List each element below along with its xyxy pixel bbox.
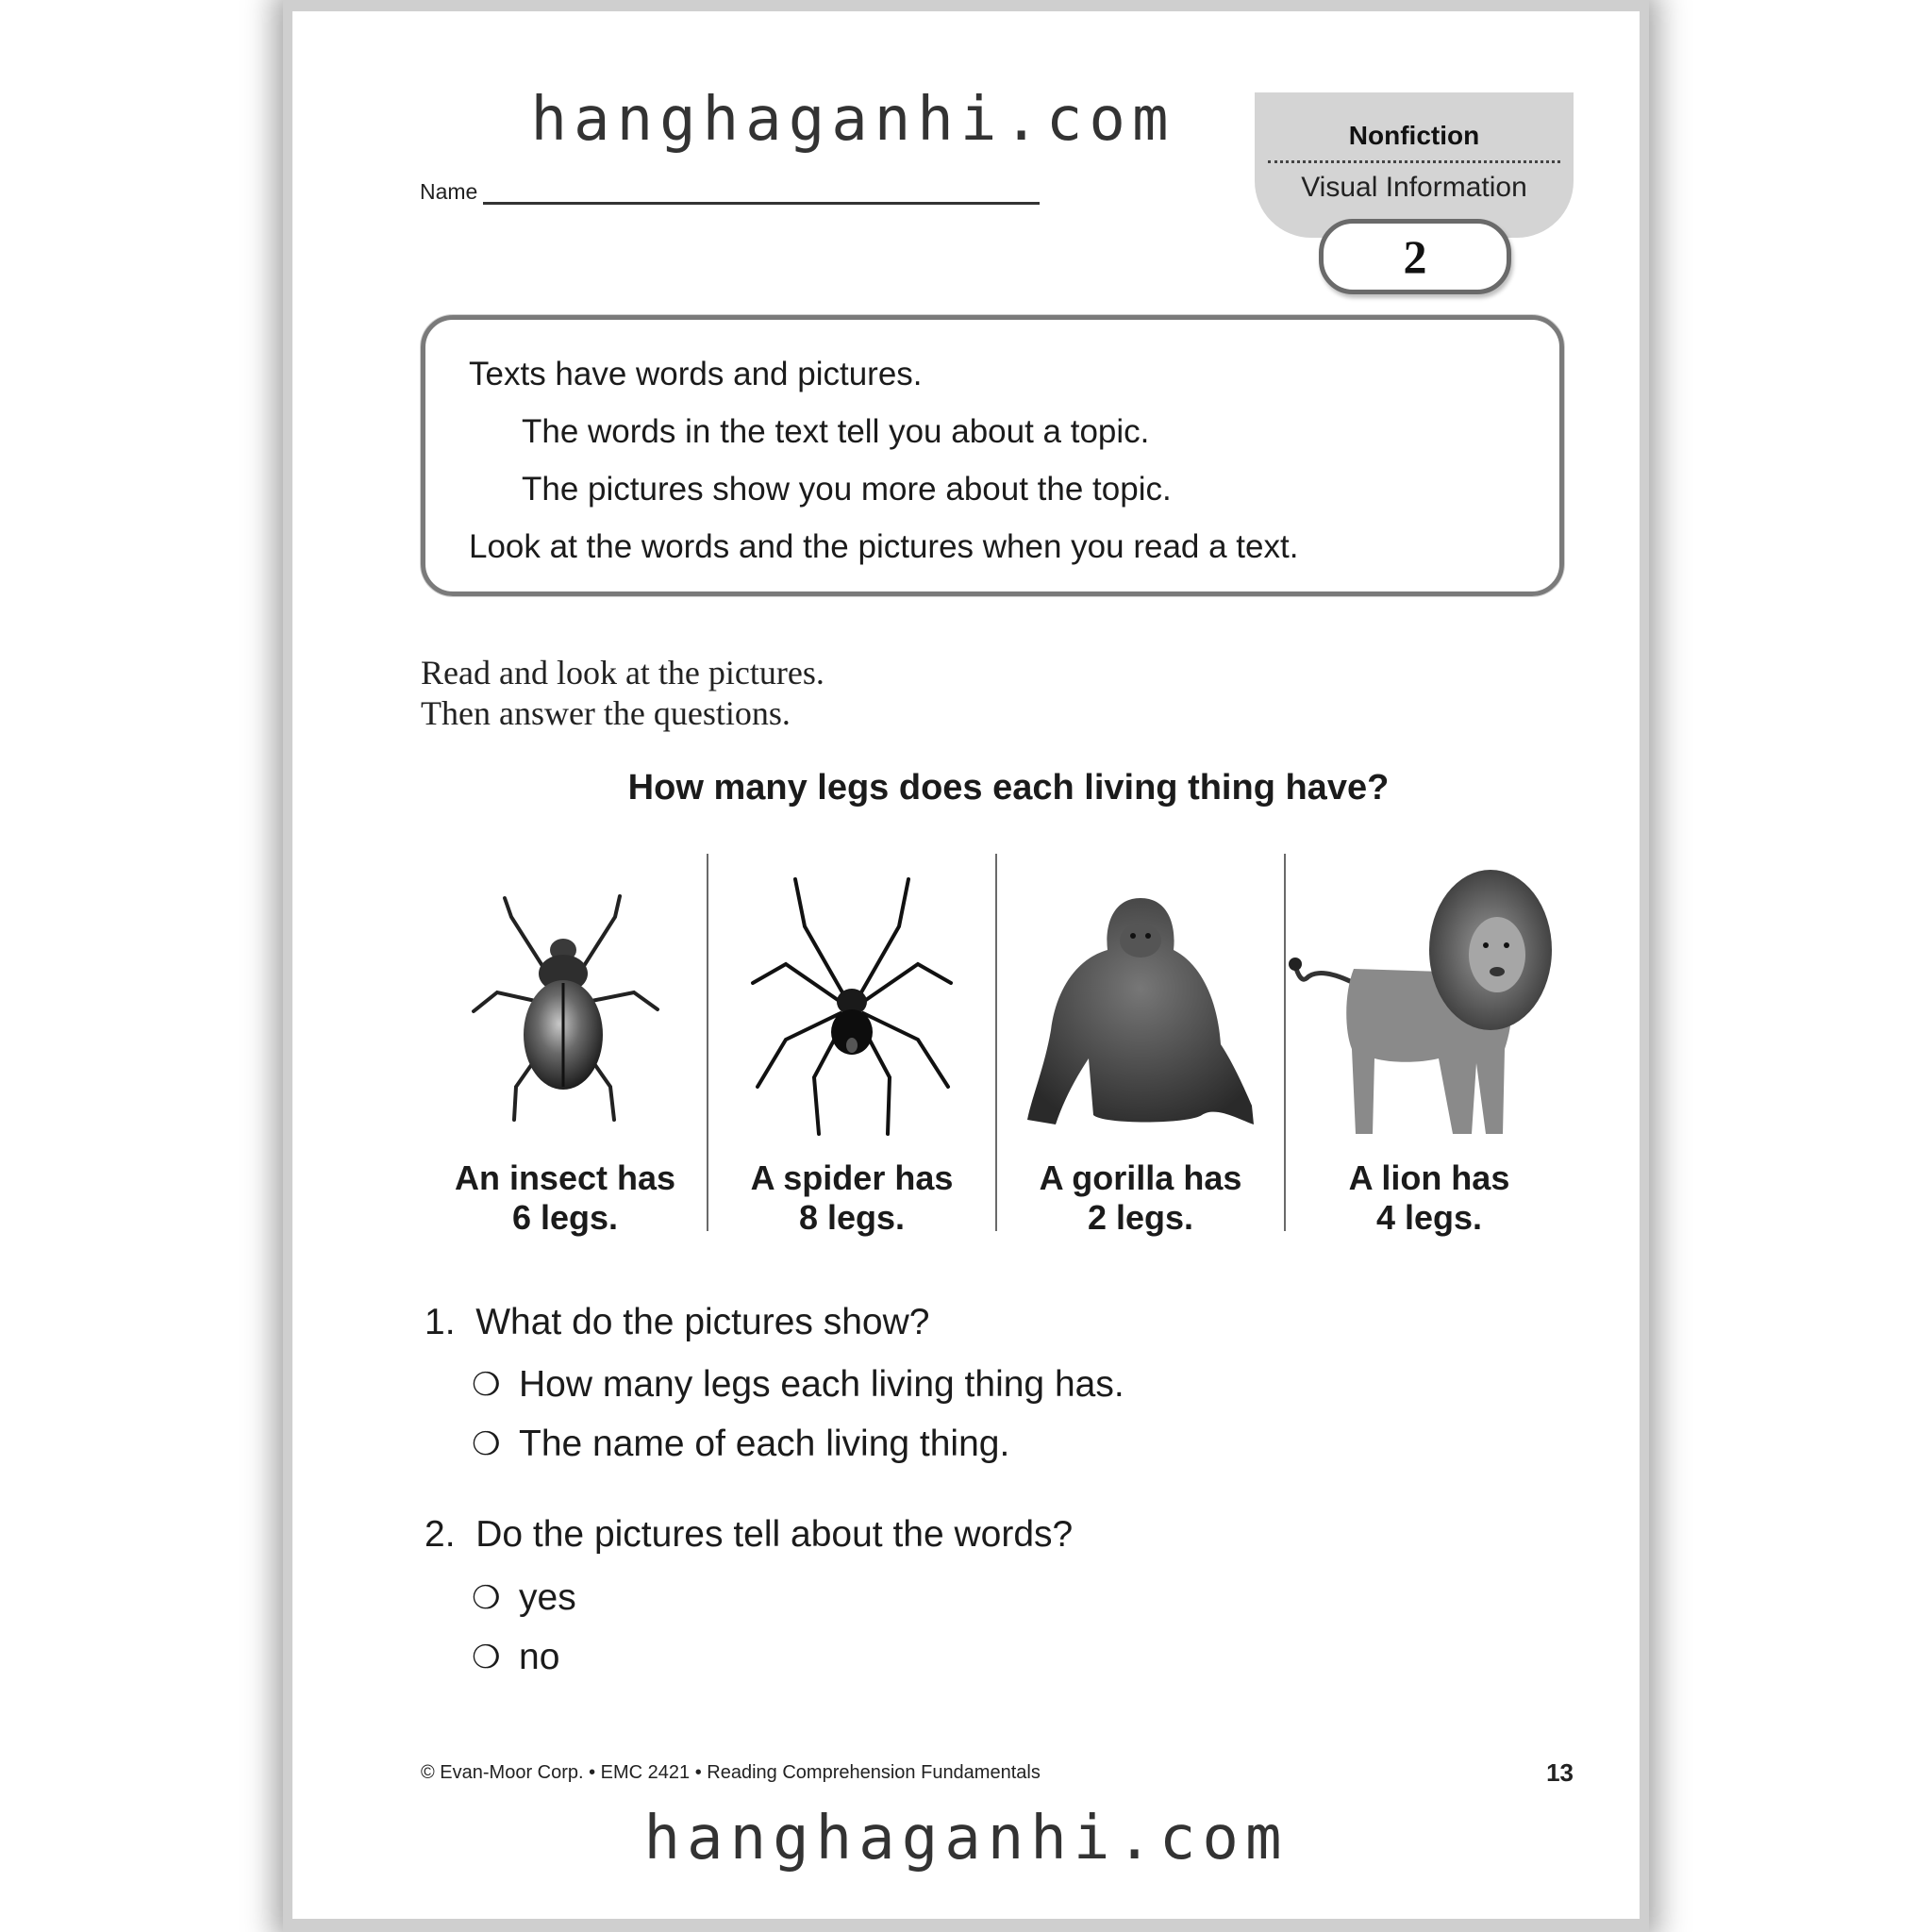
question-number: 2. <box>425 1514 456 1555</box>
lesson-number-badge: 2 <box>1319 219 1511 294</box>
category-title: Nonfiction <box>1348 121 1480 150</box>
caption-line: A gorilla has <box>1039 1158 1242 1197</box>
footer-copyright: © Evan-Moor Corp. • EMC 2421 • Reading Comprehension Fundamentals <box>421 1762 1041 1783</box>
caption-spider <box>710 1158 993 1238</box>
instruction-line-1: Read and look at the pictures. <box>421 654 824 691</box>
question-1 <box>425 1302 929 1343</box>
radio-circle-icon[interactable]: ❍ <box>472 1367 501 1403</box>
column-divider <box>707 854 708 1231</box>
name-line[interactable] <box>483 183 1040 205</box>
section-heading: How many legs does each living thing have? <box>627 768 1390 808</box>
caption-line: 2 legs. <box>1087 1198 1194 1237</box>
column-divider <box>1284 854 1286 1231</box>
answer-option[interactable] <box>472 1424 1009 1465</box>
option-label: yes <box>519 1577 576 1618</box>
category-tab <box>1255 92 1574 238</box>
answer-option[interactable] <box>472 1364 1124 1406</box>
watermark-top: hanghaganhi.com <box>530 85 1175 155</box>
caption-gorilla <box>999 1158 1282 1238</box>
caption-line: 4 legs. <box>1375 1198 1483 1237</box>
beetle-image <box>422 860 705 1158</box>
caption-lion <box>1288 1158 1571 1238</box>
info-box <box>421 315 1564 596</box>
caption-line: A lion has <box>1348 1158 1510 1197</box>
option-label: no <box>519 1637 560 1677</box>
instruction-line-2: Then answer the questions. <box>421 694 791 732</box>
caption-insect <box>424 1158 707 1238</box>
question-text: What do the pictures show? <box>475 1302 930 1342</box>
column-divider <box>995 854 997 1231</box>
radio-circle-icon[interactable]: ❍ <box>472 1640 501 1675</box>
gorilla-image <box>999 860 1282 1158</box>
caption-line: An insect has <box>454 1158 676 1197</box>
option-label: How many legs each living thing has. <box>519 1364 1124 1405</box>
answer-option[interactable] <box>472 1577 576 1619</box>
caption-line: 8 legs. <box>798 1198 906 1237</box>
info-line: The pictures show you more about the topic. <box>522 471 1172 508</box>
info-line: Texts have words and pictures. <box>469 356 923 392</box>
worksheet-page <box>292 11 1640 1919</box>
question-number: 1. <box>425 1302 456 1342</box>
tab-dotted-divider <box>1268 160 1560 163</box>
lion-image <box>1288 860 1571 1158</box>
question-2 <box>425 1514 1073 1556</box>
caption-line: 6 legs. <box>511 1198 619 1237</box>
page-number: 13 <box>1546 1758 1574 1787</box>
question-text: Do the pictures tell about the words? <box>475 1514 1074 1555</box>
option-label: The name of each living thing. <box>519 1424 1010 1464</box>
caption-line: A spider has <box>750 1158 954 1197</box>
category-subtitle: Visual Information <box>1301 172 1527 203</box>
answer-option[interactable] <box>472 1637 559 1678</box>
info-line: Look at the words and the pictures when you read a text. <box>469 528 1299 565</box>
spider-image <box>710 860 993 1158</box>
radio-circle-icon[interactable]: ❍ <box>472 1580 501 1616</box>
watermark-bottom: hanghaganhi.com <box>643 1804 1289 1874</box>
radio-circle-icon[interactable]: ❍ <box>472 1426 501 1462</box>
name-label: Name <box>420 179 478 204</box>
name-field <box>420 179 1040 205</box>
info-line: The words in the text tell you about a topic. <box>522 413 1150 450</box>
